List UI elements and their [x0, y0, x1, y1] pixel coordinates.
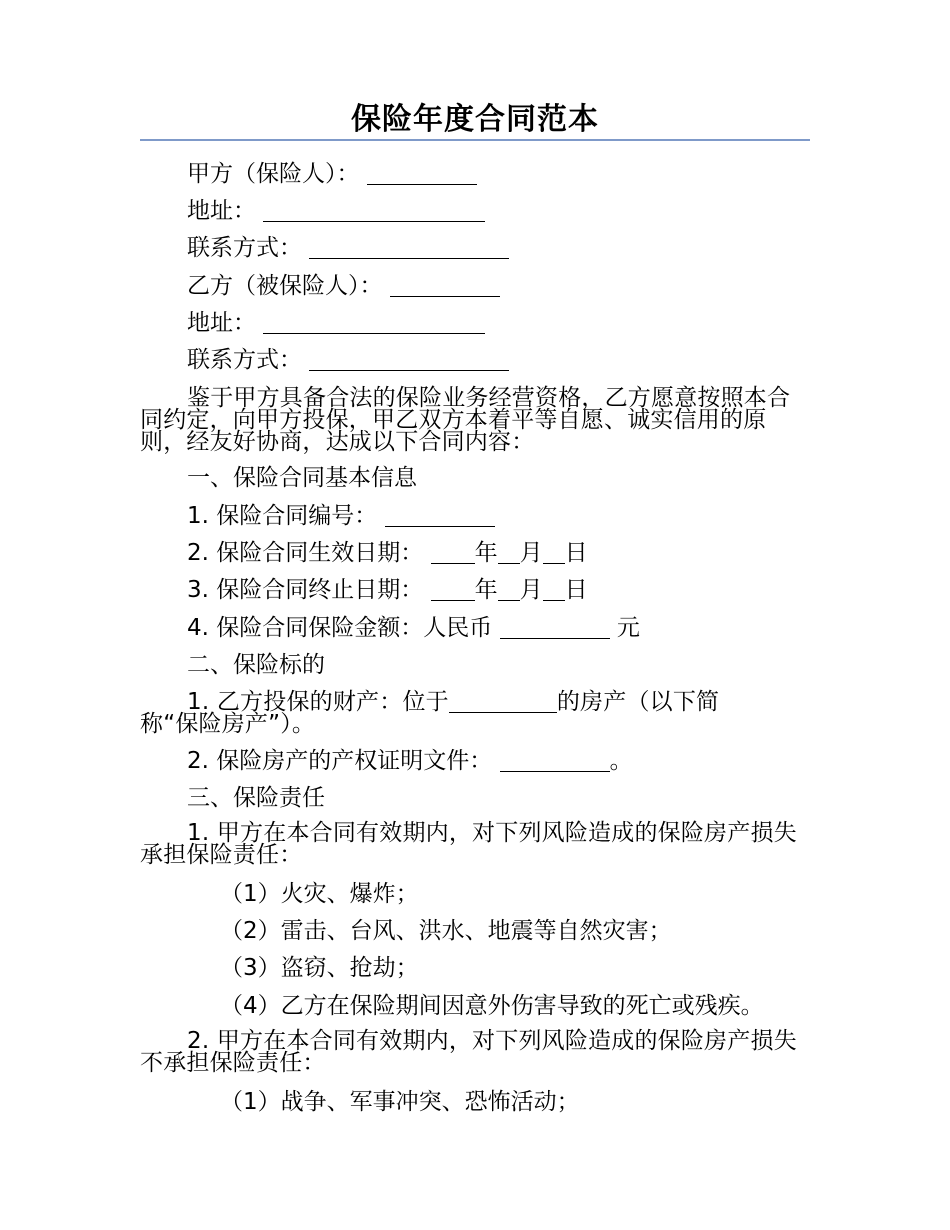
- party-a-contact-line: [187, 231, 509, 265]
- termination-month-unit: 月: [519, 577, 543, 603]
- section-3-heading: 三、保险责任: [187, 785, 325, 811]
- insured-property-suffix: 的房产（以下简称“保险房产”）。: [140, 689, 720, 737]
- effective-date-label: 2. 保险合同生效日期：: [187, 540, 424, 566]
- termination-day-blank: [543, 576, 565, 601]
- insured-property-paragraph: [140, 688, 750, 735]
- excluded-risks-intro: 2. 甲方在本合同有效期内，对下列风险造成的保险房产损失不承担保险责任：: [140, 1028, 797, 1076]
- party-a-contact-label: 联系方式：: [187, 235, 302, 261]
- party-a-label: 甲方（保险人）：: [187, 161, 360, 187]
- covered-risks-intro: 1. 甲方在本合同有效期内，对下列风险造成的保险房产损失承担保险责任：: [140, 820, 797, 868]
- party-a-line: [187, 157, 477, 191]
- covered-risk-item: （4）乙方在保险期间因意外伤害导致的死亡或残疾。: [220, 993, 764, 1019]
- effective-date-line: [187, 536, 588, 570]
- title-document-period: 。: [609, 748, 633, 774]
- title-document-blank: [500, 747, 610, 772]
- insured-amount-line: [187, 611, 640, 645]
- covered-risk-item: （2）雷击、台风、洪水、地震等自然灾害；: [220, 918, 672, 944]
- party-b-contact-line: [187, 343, 509, 377]
- party-a-blank: [367, 160, 477, 185]
- party-a-contact-blank: [309, 234, 509, 259]
- contract-number-label: 1. 保险合同编号：: [187, 503, 378, 529]
- section-2-heading: 二、保险标的: [187, 652, 325, 678]
- insured-amount-blank: [500, 614, 610, 639]
- party-b-contact-label: 联系方式：: [187, 347, 302, 373]
- termination-date-line: [187, 573, 588, 607]
- property-location-blank: [449, 688, 557, 713]
- effective-year-unit: 年: [474, 540, 498, 566]
- termination-day-unit: 日: [564, 577, 588, 603]
- preamble-paragraph: 鉴于甲方具备合法的保险业务经营资格，乙方愿意按照本合同约定，向甲方投保，甲乙双方本着平等自愿、诚实信用的原则，经友好协商，达成以下合同内容：: [140, 385, 791, 455]
- effective-day-unit: 日: [564, 540, 588, 566]
- covered-risk-item: （1）火灾、爆炸；: [220, 881, 419, 907]
- effective-month-unit: 月: [519, 540, 543, 566]
- effective-day-blank: [543, 539, 565, 564]
- currency-unit: 元: [616, 615, 640, 641]
- contract-number-blank: [385, 502, 495, 527]
- party-b-address-label: 地址：: [187, 310, 256, 336]
- title-underline: [140, 139, 810, 141]
- party-b-contact-blank: [309, 346, 509, 371]
- document-title: 保险年度合同范本: [351, 102, 599, 137]
- excluded-risk-item: （1）战争、军事冲突、恐怖活动；: [220, 1089, 580, 1115]
- party-b-address-line: [187, 306, 485, 340]
- termination-date-label: 3. 保险合同终止日期：: [187, 577, 424, 603]
- effective-year-blank: [431, 539, 475, 564]
- termination-year-blank: [431, 576, 475, 601]
- party-b-line: [187, 269, 500, 303]
- party-b-blank: [390, 272, 500, 297]
- party-a-address-label: 地址：: [187, 198, 256, 224]
- insured-property-prefix: 1. 乙方投保的财产：位于: [187, 689, 449, 715]
- title-document-label: 2. 保险房产的产权证明文件：: [187, 748, 493, 774]
- party-b-address-blank: [263, 309, 485, 334]
- effective-month-blank: [498, 539, 520, 564]
- party-a-address-line: [187, 194, 485, 228]
- insured-amount-label: 4. 保险合同保险金额：人民币: [187, 615, 493, 641]
- covered-risk-item: （3）盗窃、抢劫；: [220, 955, 419, 981]
- party-a-address-blank: [263, 197, 485, 222]
- section-1-heading: 一、保险合同基本信息: [187, 465, 417, 491]
- termination-year-unit: 年: [474, 577, 498, 603]
- contract-number-line: [187, 499, 495, 533]
- termination-month-blank: [498, 576, 520, 601]
- title-document-line: [187, 744, 633, 778]
- party-b-label: 乙方（被保险人）：: [187, 273, 383, 299]
